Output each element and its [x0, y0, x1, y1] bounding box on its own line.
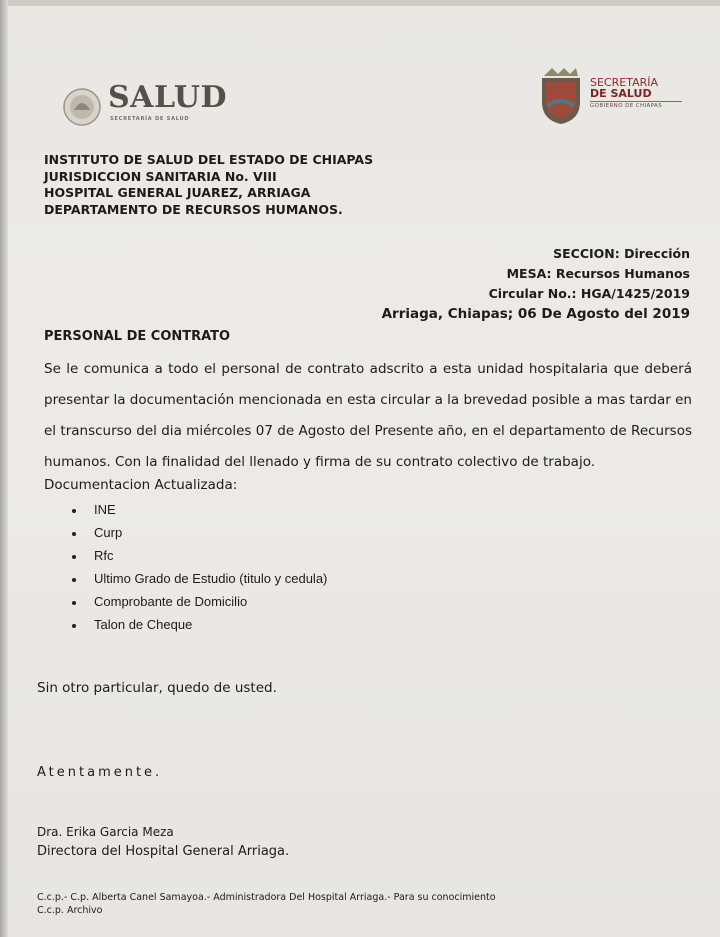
paper-shadow-edge — [0, 0, 8, 937]
ref-circular: Circular No.: HGA/1425/2019 — [488, 286, 690, 301]
signer-name: Dra. Erika Garcia Meza — [37, 825, 174, 839]
subject-line: PERSONAL DE CONTRATO — [44, 329, 231, 344]
atentamente: Atentamente. — [37, 765, 163, 780]
reference-block — [382, 244, 690, 324]
list-item: Curp — [70, 523, 327, 546]
chiapas-logo — [538, 66, 663, 130]
list-item: Ultimo Grado de Estudio (titulo y cedula) — [70, 569, 327, 592]
chiapas-line1: SECRETARÍA — [590, 76, 659, 89]
body-paragraph: Se le comunica a todo el personal de contrato adscrito a esta unidad hospitalaria que deberá presentar la documentación mencionada en esta circular a la brevedad posible a mas tardar en el transcurso del dia miércoles 07 de Agosto del Presente año, en el departamento de Recursos humanos. Con la finalidad del llenado y firma de su contrato colectivo de trabajo. — [44, 361, 692, 470]
list-item: Rfc — [70, 546, 327, 569]
header-line-4: DEPARTAMENTO DE RECURSOS HUMANOS. — [44, 201, 343, 217]
chiapas-line2: DE SALUD — [590, 87, 652, 100]
documents-title: Documentacion Actualizada: — [44, 477, 238, 493]
signer-block — [37, 823, 289, 861]
ref-mesa: MESA: Recursos Humanos — [506, 266, 690, 281]
chiapas-line3: GOBIERNO DE CHIAPAS — [590, 103, 663, 109]
list-item: Comprobante de Domicilio — [70, 592, 327, 615]
header-line-3: HOSPITAL GENERAL JUAREZ, ARRIAGA — [44, 185, 311, 200]
header-line-1: INSTITUTO DE SALUD DEL ESTADO DE CHIAPAS — [44, 152, 374, 167]
salud-wordmark: SALUD — [108, 80, 228, 115]
documents-list — [70, 500, 327, 638]
signer-role: Directora del Hospital General Arriaga. — [37, 844, 290, 859]
ref-date: Arriaga, Chiapas; 06 De Agosto del 2019 — [381, 306, 690, 322]
ccp-line-2: C.c.p. Archivo — [37, 905, 103, 916]
ref-seccion: SECCION: Dirección — [553, 246, 690, 261]
chiapas-divider — [590, 101, 682, 102]
chiapas-shield-icon — [538, 66, 584, 126]
closing-line: Sin otro particular, quedo de usted. — [37, 680, 277, 696]
mexico-seal-icon — [62, 84, 102, 130]
ccp-block — [37, 891, 496, 917]
institution-header — [44, 152, 373, 218]
list-item: Talon de Cheque — [70, 615, 327, 638]
header-line-2: JURISDICCION SANITARIA No. VIII — [44, 168, 277, 184]
salud-subtitle: SECRETARÍA DE SALUD — [110, 116, 190, 122]
list-item: INE — [70, 500, 327, 523]
ccp-line-1: C.c.p.- C.p. Alberta Canel Samayoa.- Administradora Del Hospital Arriaga.- Para su conocimiento — [37, 892, 496, 903]
